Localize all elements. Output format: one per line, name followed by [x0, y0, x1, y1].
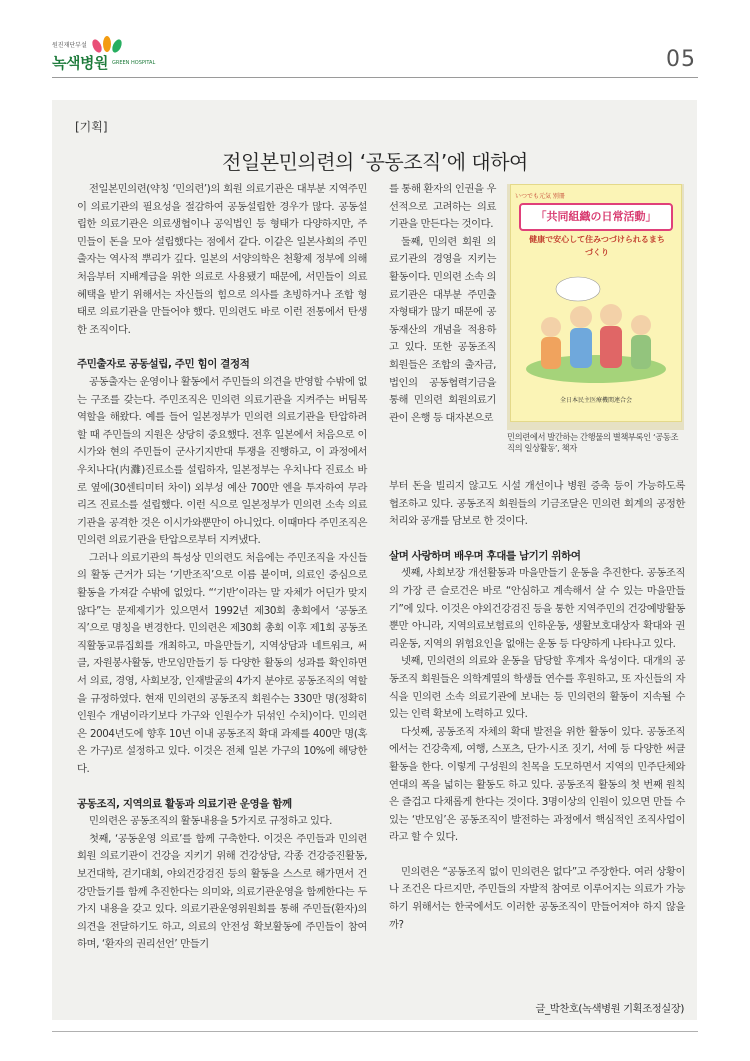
paragraph: 를 통해 환자의 인권을 우선적으로 고려하는 의료기관을 만든다는 것이다.: [389, 183, 496, 231]
page-number: 05: [666, 47, 696, 72]
image-caption: 민의련에서 발간하는 간행물의 별책부록인 ‘공동조직의 일상활동’, 책자: [507, 432, 679, 453]
paragraph: 전일본민의련(약칭 ‘민의련’)의 회원 의료기관은 대부분 지역주민이 의료기관의 필요성을 절감하여 공동설립한 경우가 많다. 공동설립한 의료기관은 의료생협이나 공익법인 등 형태가 다양하지만, 주민들이 돈을 모아 설립했다는 점에서 같다. 이같은 일본사회의 주민출자는 역사적 뿌리가 깊다. 일본의 서양의학은 천황제 정부에 의해 처음부터 지배계급을 위한 의료로 사용됐기 때문에, 서민들이 의료혜택을 받기 위해서는 자신들의 힘으로 의사를 초빙하거나 조합 형태로 의료기관을 만들어야 했다. 민의련도 바로 이런 전통에서 탄생한 조직이다.: [77, 183, 367, 336]
paragraph: 다섯째, 공동조직 자체의 확대 발전을 위한 활동이 있다. 공동조직에서는 건강축제, 여행, 스포츠, 단가·시조 짓기, 서예 등 다양한 써클활동을 한다. 이렇게 구성원의 친목을 도모하면서 지역의 민주단체와 연대의 폭을 넓히는 활동도 하고 있다. 공동조직 활동의 첫 번째 원칙은 즐겁고 다채롭게 한다는 것이다. 3명이상의 인원이 있으면 만들 수 있는 ‘반모임’은 공동조직이 발전하는 과정에서 핵심적인 조직사업이라고 할 수 있다.: [389, 725, 685, 844]
paragraph: 부터 돈을 빌리지 않고도 시설 개선이나 병원 증축 등이 가능하도록 협조하고 있다. 공동조직 회원들의 기금조달은 민의련 회계의 공정한 처리와 공개를 담보로 한 것이다.: [389, 480, 685, 528]
book-publisher: 全日本民主医療機関連合会: [559, 397, 632, 404]
book-subtitle: 健康で安心して住みつづけられるまちづくり: [529, 235, 665, 257]
paragraph: 민의련은 공동조직의 활동내용을 5가지로 규정하고 있다.: [89, 815, 332, 828]
subheading: 공동조직, 지역의료 활동과 의료기관 운영을 함께: [77, 797, 292, 810]
paragraph: 민의련은 “공동조직 없이 민의련은 없다”고 주장한다. 여러 상황이나 조건은 다르지만, 주민들의 자발적 참여로 이루어지는 의료가 가능하기 위해서는 한국에서도 이러한 공동조직이 만들어져야 하지 않을까?: [389, 865, 685, 931]
footer-divider: [52, 1031, 698, 1032]
book-series-label: いつでも元気 別冊: [515, 193, 565, 200]
paragraph: 공동출자는 운영이나 활동에서 주민들의 의견을 반영할 수밖에 없는 구조를 갖는다. 주민조직은 민의련 의료기관을 지켜주는 버팀목 역할을 해왔다. 예를 들어 일본정부가 민의련 의료기관을 탄압하려 할 때 주민들의 지원은 상당히 중요했다. 전후 일본에서 처음으로 이시가와 현의 주민들이 군사기지반대 투쟁을 진행하고, 이 과정에서 우치나다(内灘)진료소를 설립하자, 일본정부는 우치나다 진료소 바로 옆에(30센티미터 차이) 외부성 예산 700만 엔을 투자하여 무라리즈 진료소를 설립했다. 이런 식으로 일본정부가 민의련 소속 의료기관을 공격한 것은 이시가와뿐만이 아니었다. 이때마다 주민조직은 민의련 의료기관을 탄압으로부터 지켜냈다.: [77, 375, 367, 547]
author-byline: 글_박찬호(녹색병원 기획조정실장): [535, 1003, 684, 1015]
logo-name: 녹색병원: [52, 54, 108, 72]
book-cover-image: [510, 184, 682, 422]
book-headline-box: [519, 203, 673, 231]
book-headline: 「共同組織の日常活動」: [535, 210, 657, 223]
page-header: [0, 0, 750, 100]
logo-english: GREEN HOSPITAL: [112, 60, 156, 66]
logo-caption: 원진재단부설: [52, 42, 87, 49]
paragraph: 셋째, 사회보장 개선활동과 마을만들기 운동을 추진한다. 공동조직의 가장 큰 슬로건은 바로 “안심하고 계속해서 살 수 있는 마을만들기”에 있다. 이것은 야외건강검진 등을 통한 지역주민의 건강예방활동 뿐만 아니라, 지역의료보험료의 인하운동, 생활보호대상자 확대와 권리운동, 지역의 위험요인을 없애는 운동 등 다양하게 나타나고 있다.: [389, 567, 685, 650]
paragraph: 그러나 의료기관의 특성상 민의련도 처음에는 주민조직을 자신들의 활동 근거가 되는 ‘기반조직’으로 이름 붙이며, 의료인 중심으로 활동을 가져갈 수밖에 없었다. “‘기반’이라는 말 자체가 어딘가 맞지 않다”는 문제제기가 있으면서 1992년 제30회 총회에서 ‘공동조직’으로 명칭을 변경한다. 민의련은 제30회 총회 이후 제1회 공동조직활동교류집회를 개최하고, 마을만들기, 지역상담과 네트워크, 써클, 자원봉사활동, 반모임만들기 등 다양한 활동의 성과를 확인하면서 의료, 경영, 사회보장, 인재발굴의 4가지 분야로 공동조직의 역할을 규정하였다. 현재 민의련의 공동조직 회원수는 330만 명(정확히 인원수 개념이라기보다 가구와 인원수가 뒤섞인 수치)이다. 민의련은 2004년도에 향후 10년 이내 공동조직 확대 과제를 400만 명(혹은 가구)로 설정하고 있다. 이것은 전체 일본 가구의 10%에 해당한다.: [77, 551, 367, 775]
section-tag: [기획]: [75, 120, 108, 134]
subheading: 주민출자로 공동설립, 주민 힘이 결정적: [77, 358, 250, 371]
right-column-top: [389, 181, 496, 427]
paragraph: 넷째, 민의련의 의료와 운동을 담당할 후계자 육성이다. 대개의 공동조직 회원들은 의학계열의 학생들 연수를 후원하고, 또 자신들의 자식을 민의련 소속 의료기관에 보내는 등 민의련의 활동이 지속될 수 있는 인력 확보에 노력하고 있다.: [389, 655, 685, 721]
article-title: 전일본민의련의 ‘공동조직’에 대하여: [222, 150, 528, 174]
hospital-logo: [52, 40, 172, 80]
family-illustration: [523, 269, 669, 389]
paragraph: 둘째, 민의련 회원 의료기관의 경영을 지키는 활동이다. 민의련 소속 의료기관은 대부분 주민출자형태가 많기 때문에 공동재산의 개념을 적용하고 있다. 또한 공동조직 회원들은 조합의 출자금, 법인의 공동협력기금을 통해 민의련 회원의료기관이 은행 등 대자본으로: [389, 235, 496, 424]
header-divider: [52, 77, 698, 78]
right-column: [389, 478, 685, 934]
paragraph: 첫째, ‘공동운영 의료’를 함께 구축한다. 이것은 주민들과 민의련 회원 의료기관이 건강을 지키기 위해 건강상담, 각종 건강증진활동, 보건대학, 걷기대회, 야외건강검진 등의 활동을 스스로 해가면서 건강만들기를 함께 추진한다는 의미와, 의료기관운영을 함께한다는 두 가지 내용을 갖고 있다. 의료기관운영위원회를 통해 주민들(환자)의 의견을 전달하기도 하고, 의료의 안전성 확보활동에 주민들이 참여하며, ‘환자의 권리선언’ 만들기: [77, 832, 367, 951]
left-column: [77, 181, 367, 954]
subheading: 살며 사랑하며 배우며 후대를 남기기 위하여: [389, 549, 581, 562]
